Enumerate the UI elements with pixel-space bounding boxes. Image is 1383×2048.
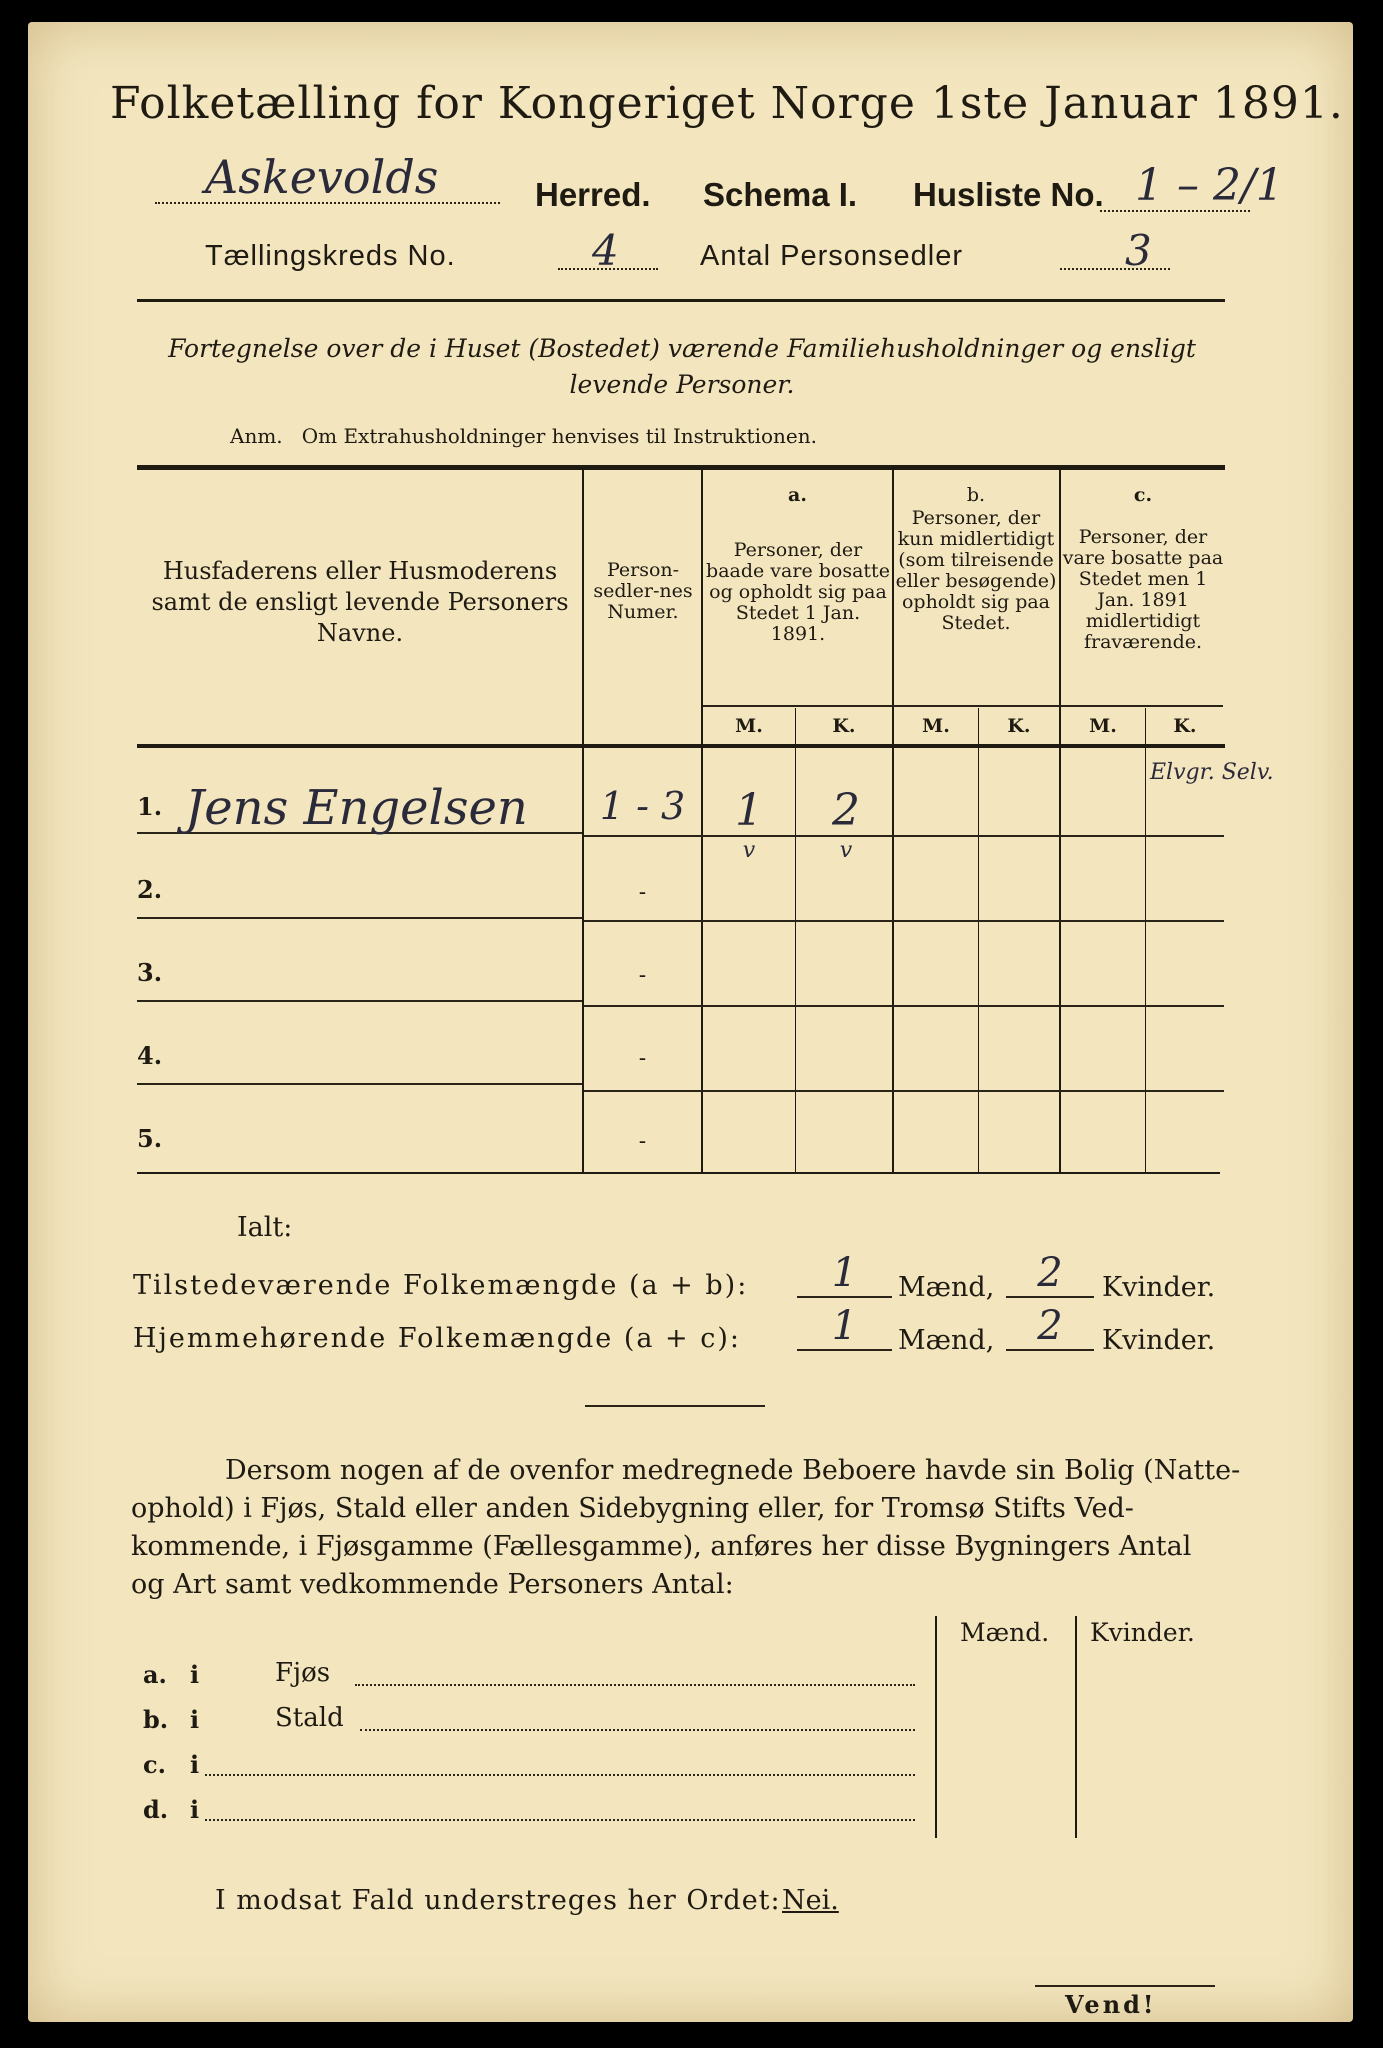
- building-letter: c.: [143, 1750, 166, 1779]
- col-divider-mk: [1145, 708, 1146, 1172]
- a-m-value: 1: [735, 785, 763, 836]
- col-num-header: Person-sedler-nes Numer.: [593, 559, 693, 623]
- col-divider: [892, 468, 894, 1172]
- buildings-divider: [935, 1616, 937, 1838]
- intro-line1: Fortegnelse over de i Huset (Bostedet) værende Familiehusholdninger og ensligt: [168, 334, 1196, 363]
- herred-value: Askevolds: [205, 150, 439, 204]
- a-k-value: 2: [832, 785, 860, 836]
- total-line: [797, 1349, 892, 1351]
- table-top-rule: [137, 465, 1225, 470]
- herred-label: Herred.: [535, 176, 651, 213]
- row-line: [584, 1005, 1224, 1007]
- buildings-maend-header: Mænd.: [960, 1618, 1050, 1647]
- form-title: Folketælling for Kongeriget Norge 1ste Januar 1891.: [110, 78, 1344, 129]
- col-a-header: Personer, der baade vare bosatte og opholdt sig paa Stedet 1 Jan. 1891.: [706, 539, 890, 645]
- mk-rule: [703, 705, 1223, 707]
- header-rule: [137, 299, 1225, 302]
- kvinder-label: Kvinder.: [1102, 1325, 1216, 1356]
- building-label: Stald: [275, 1703, 344, 1733]
- total-line: [1006, 1349, 1094, 1351]
- col-divider: [582, 468, 584, 1172]
- a-m-label: M.: [735, 715, 763, 737]
- building-letter: a.: [143, 1660, 167, 1689]
- husliste-label: Husliste No.: [913, 176, 1104, 213]
- building-dotted-line: [205, 1774, 915, 1776]
- b-m-label: M.: [922, 715, 950, 737]
- antal-dotted-line: [1060, 268, 1170, 270]
- building-label: Fjøs: [275, 1658, 331, 1688]
- total-present-women: 2: [1037, 1250, 1063, 1296]
- antal-value: 3: [1125, 226, 1152, 275]
- a-k-label: K.: [832, 715, 856, 737]
- schema-label: Schema I.: [703, 176, 858, 213]
- col-b-letter: b.: [966, 484, 986, 506]
- building-dotted-line: [205, 1819, 915, 1821]
- total-resident-women: 2: [1037, 1303, 1063, 1349]
- husliste-value: 1 – 2/1: [1135, 160, 1284, 211]
- table-bottom-rule: [137, 1172, 1220, 1174]
- row-line: [137, 1083, 582, 1085]
- row-number: 1.: [137, 792, 163, 821]
- row-sedler-number: -: [638, 880, 647, 905]
- col-divider-mk: [795, 708, 796, 1172]
- separator-rule: [585, 1405, 765, 1407]
- maend-label: Mænd,: [898, 1325, 995, 1356]
- intro-line2: levende Personer.: [569, 370, 795, 399]
- col-divider: [701, 468, 703, 1172]
- col-a-letter: a.: [788, 484, 807, 506]
- paragraph-line1: Dersom nogen af de ovenfor medregnede Beboere havde sin Bolig (Natte-: [225, 1455, 1241, 1486]
- building-dotted-line: [355, 1684, 915, 1686]
- paragraph-line3: kommende, i Fjøsgamme (Fællesgamme), anføres her disse Bygningers Antal: [131, 1531, 1192, 1562]
- total-resident-label: Hjemmehørende Folkemængde (a + c):: [133, 1323, 741, 1354]
- row-name: Jens Engelsen: [185, 780, 528, 836]
- row-number: 2.: [137, 875, 163, 904]
- buildings-kvinder-header: Kvinder.: [1090, 1618, 1195, 1647]
- building-letter: b.: [143, 1705, 169, 1734]
- col-b-header: Personer, der kun midlertidigt (som tilreisende eller besøgende) opholdt sig paa Stedet.: [895, 507, 1057, 634]
- buildings-divider: [1075, 1616, 1077, 1838]
- nei-word: Nei.: [782, 1885, 839, 1916]
- row-sedler-number: -: [638, 1129, 647, 1154]
- total-line: [797, 1296, 892, 1298]
- building-dotted-line: [360, 1729, 915, 1731]
- a-k-check: v: [839, 838, 853, 863]
- vend-rule: [1035, 1985, 1215, 1987]
- building-i: i: [190, 1750, 200, 1779]
- vend-text: Vend!: [1065, 1990, 1157, 2019]
- paragraph-line2: ophold) i Fjøs, Stald eller anden Sidebygning eller, for Tromsø Stifts Ved-: [131, 1493, 1134, 1524]
- a-m-check: v: [742, 838, 756, 863]
- total-resident-men: 1: [831, 1303, 858, 1349]
- total-present-men: 1: [831, 1250, 858, 1296]
- c-k-label: K.: [1173, 715, 1197, 737]
- b-k-label: K.: [1007, 715, 1031, 737]
- footer-text: I modsat Fald understreges her Ordet:: [215, 1885, 781, 1916]
- building-i: i: [190, 1795, 200, 1824]
- building-letter: d.: [143, 1795, 169, 1824]
- total-line: [1006, 1296, 1094, 1298]
- row-line: [137, 917, 582, 919]
- row-line: [584, 1090, 1224, 1092]
- table-header-rule: [137, 744, 1225, 748]
- row-number: 4.: [137, 1041, 163, 1070]
- row-number: 5.: [137, 1124, 163, 1153]
- row-sedler-number: -: [638, 1046, 647, 1071]
- col-divider: [1059, 468, 1061, 1172]
- building-i: i: [190, 1705, 200, 1734]
- kvinder-label: Kvinder.: [1102, 1272, 1216, 1303]
- col-c-header: Personer, der vare bosatte paa Stedet men 1 Jan. 1891 midlertidigt fraværende.: [1062, 526, 1224, 653]
- anm-note: Anm. Om Extrahusholdninger henvises til Instruktionen.: [230, 424, 817, 448]
- census-form: [28, 22, 1353, 2022]
- col-divider-mk: [978, 708, 979, 1172]
- row-line: [584, 835, 1224, 837]
- c-k-note: Elvgr. Selv.: [1150, 760, 1274, 785]
- maend-label: Mænd,: [898, 1272, 995, 1303]
- row-number: 3.: [137, 958, 163, 987]
- kreds-label: Tællingskreds No.: [205, 240, 456, 272]
- row-sedler-number: -: [638, 963, 647, 988]
- kreds-value: 4: [592, 226, 619, 275]
- total-present-label: Tilstedeværende Folkemængde (a + b):: [133, 1270, 749, 1301]
- col-c-letter: c.: [1133, 484, 1153, 506]
- row-line: [584, 920, 1224, 922]
- building-i: i: [190, 1660, 200, 1689]
- antal-label: Antal Personsedler: [700, 240, 964, 272]
- paragraph-line4: og Art samt vedkommende Personers Antal:: [131, 1569, 734, 1600]
- ialt-label: Ialt:: [237, 1212, 293, 1243]
- row-sedler-number: 1 - 3: [599, 784, 686, 828]
- col-names-header: Husfaderens eller Husmoderens samt de ensligt levende Personers Navne.: [151, 557, 569, 647]
- c-m-label: M.: [1089, 715, 1117, 737]
- row-line: [137, 1000, 582, 1002]
